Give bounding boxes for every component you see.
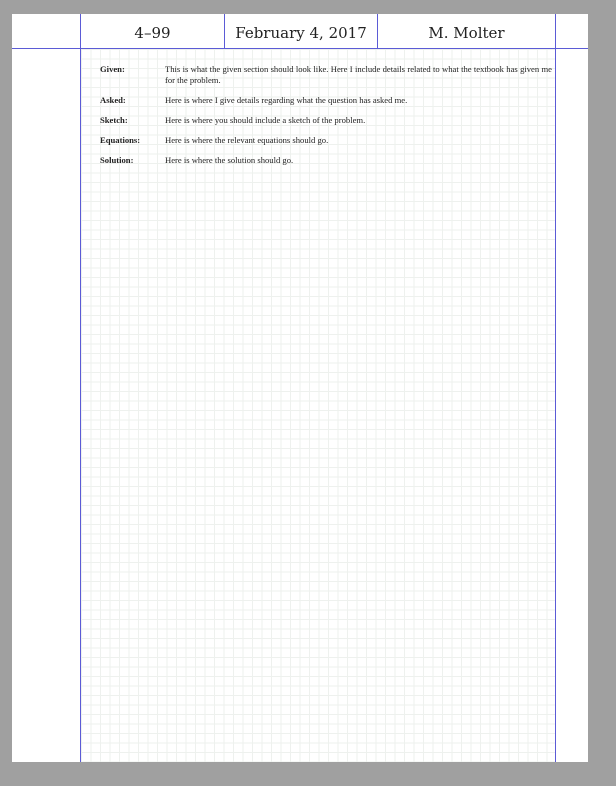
left-margin-rule xyxy=(80,14,81,762)
document-page xyxy=(12,14,588,762)
section-solution xyxy=(100,155,552,166)
section-equations xyxy=(100,135,552,146)
section-label: Sketch: xyxy=(100,115,128,125)
problem-body xyxy=(100,64,552,175)
section-text: Here is where you should include a sketch of the problem. xyxy=(165,115,366,125)
problem-number: 4–99 xyxy=(134,24,171,42)
document-date: February 4, 2017 xyxy=(235,24,367,42)
section-sketch xyxy=(100,115,552,126)
section-label: Given: xyxy=(100,64,125,74)
section-text: Here is where the relevant equations should go. xyxy=(165,135,329,145)
section-text: Here is where I give details regarding what the question has asked me. xyxy=(165,95,408,105)
section-label: Solution: xyxy=(100,155,134,165)
section-text: Here is where the solution should go. xyxy=(165,155,294,165)
section-asked xyxy=(100,95,552,106)
header-rule xyxy=(12,48,588,49)
left-margin xyxy=(12,14,80,762)
section-given xyxy=(100,64,552,86)
right-margin-rule xyxy=(555,14,556,762)
section-label: Asked: xyxy=(100,95,126,105)
right-margin xyxy=(556,14,588,762)
section-text: This is what the given section should look like. Here I include details related to what the textbook has given me for the problem. xyxy=(165,64,552,85)
author-name: M. Molter xyxy=(428,24,505,42)
section-label: Equations: xyxy=(100,135,141,145)
